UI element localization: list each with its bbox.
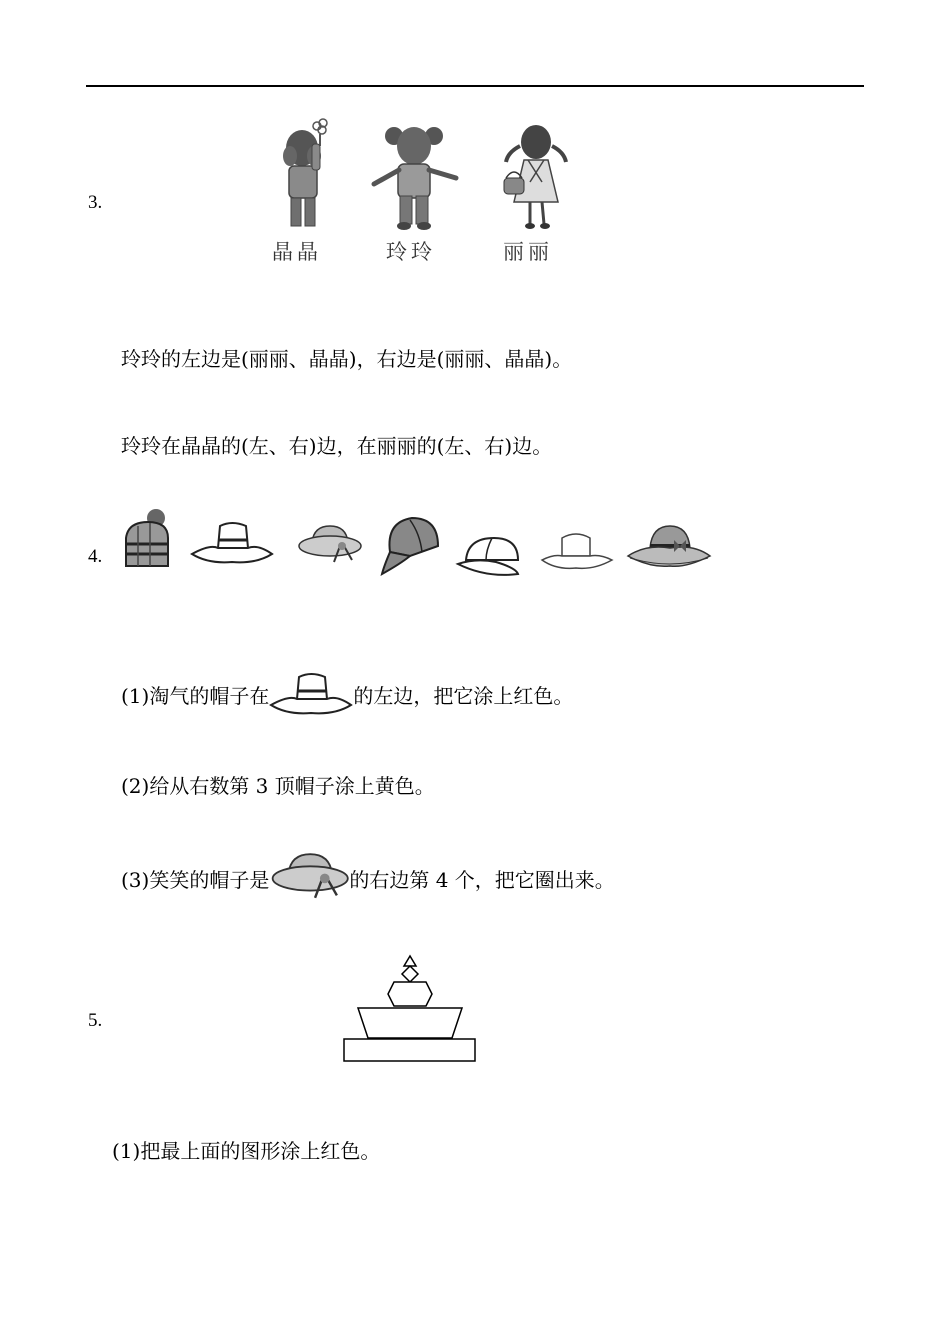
ribbon-sun-hat-icon	[296, 520, 362, 572]
question-5-number: 5.	[88, 1010, 103, 1031]
kid-label-lingling: 玲玲	[386, 240, 436, 264]
hexagon-shape	[388, 982, 432, 1006]
q4-sentence-1	[121, 664, 573, 725]
ribbon-sun-hat-icon	[269, 846, 349, 911]
kid-label-jingjing: 晶晶	[272, 240, 322, 264]
trapezoid-shape	[358, 1008, 462, 1038]
q4-s1-before: (1)淘气的帽子在	[121, 684, 270, 708]
kid-label-lili: 丽丽	[503, 240, 553, 264]
baseball-cap-icon	[380, 512, 442, 580]
wide-brim-hat-icon	[269, 664, 353, 725]
fedora-icon	[540, 528, 614, 576]
girl-with-basket-icon	[498, 120, 572, 236]
rectangle-shape	[344, 1039, 475, 1061]
q4-s1-after: 的左边，把它涂上红色。	[353, 684, 574, 708]
question-4-number: 4.	[88, 546, 103, 567]
q4-s3-after: 的右边第 4 个，把它圈出来。	[349, 868, 615, 892]
q5-sentence-1: (1)把最上面的图形涂上红色。	[112, 1139, 381, 1163]
girl-holding-flowers-icon	[262, 116, 342, 236]
q4-s3-before: (3)笑笑的帽子是	[121, 868, 270, 892]
q3-sentence-1: 玲玲的左边是(丽丽、晶晶)，右边是(丽丽、晶晶)。	[121, 347, 573, 371]
wide-brim-hat-icon	[190, 514, 274, 572]
q4-sentence-2: (2)给从右数第 3 顶帽子涂上黄色。	[121, 774, 435, 798]
triangle-shape	[404, 956, 416, 966]
q4-sentence-3	[121, 846, 615, 911]
girl-arms-out-icon	[366, 120, 462, 236]
knit-beanie-icon	[120, 508, 174, 574]
small-cap-icon	[456, 534, 526, 582]
top-rule	[86, 85, 864, 87]
diamond-shape	[402, 966, 418, 982]
question-3-number: 3.	[88, 192, 103, 213]
stacked-shapes-figure	[340, 952, 480, 1068]
bow-hat-icon	[626, 518, 712, 576]
q3-sentence-2: 玲玲在晶晶的(左、右)边，在丽丽的(左、右)边。	[121, 434, 553, 458]
